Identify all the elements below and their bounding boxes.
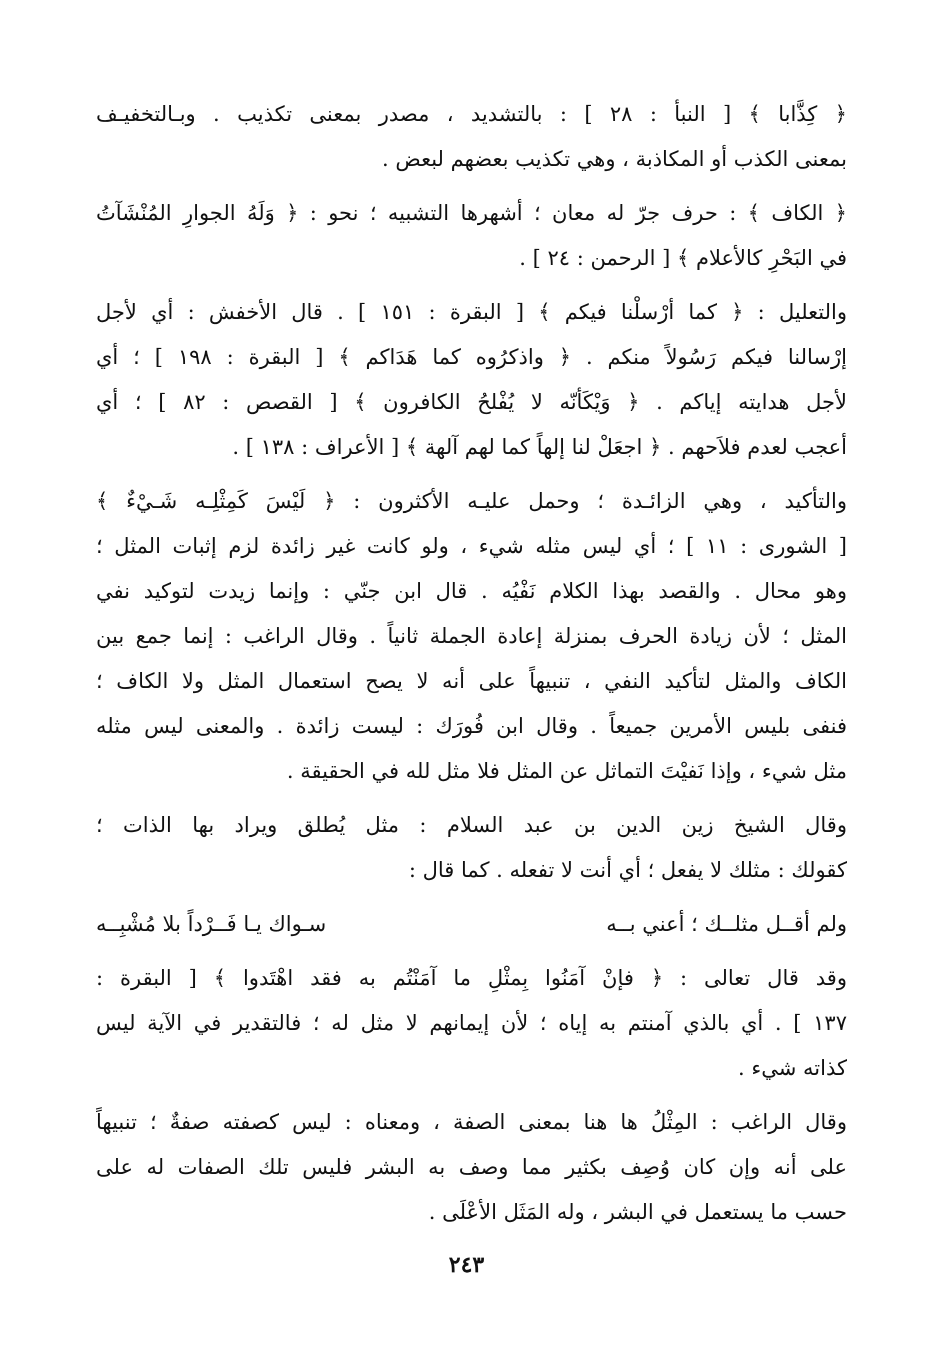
text-line: والتأكيد ، وهي الزائـدة ؛ وحمل عليـه الأكثرون : ﴿ لَيْسَ كَمِثْلِـه شَـيْءٌ ﴾ bbox=[96, 489, 847, 513]
text-line: إرْسالنا فيكم رَسُولاً منكم . ﴿ واذكرُوه كما هَدَاكم ﴾ [ البقرة : ١٩٨ ] ؛ أي bbox=[96, 345, 847, 369]
paragraph-taalil bbox=[96, 290, 847, 470]
text-line: فنفى بليس الأمرين جميعاً . وقال ابن فُورَك : ليست زائدة . والمعنى ليس مثله bbox=[96, 714, 847, 738]
text-line: والتعليل : ﴿ كما أرْسلْنا فيكم ﴾ [ البقرة : ١٥١ ] . قال الأخفش : أي لأجل bbox=[96, 300, 847, 324]
text-line: في البَحْرِ كالأعلام ﴾ [ الرحمن : ٢٤ ] . bbox=[519, 246, 847, 270]
text-line: وقال الشيخ زين الدين بن عبد السلام : مثل يُطلق ويراد بها الذات ؛ bbox=[96, 813, 847, 837]
text-line: المثل ؛ لأن زيادة الحرف بمنزلة إعادة الجملة ثانياً . وقال الراغب : إنما جمع بين bbox=[96, 624, 847, 648]
text-line: ١٣٧ ] . أي بالذي آمنتم به إياه ؛ لأن إيمانهم لا مثل له ؛ فالتقدير في الآية ليس bbox=[96, 1011, 847, 1035]
text-line: [ الشورى : ١١ ] ؛ أي ليس مثله شيء ، ولو كانت غير زائدة لزم إثبات المثل ؛ bbox=[96, 534, 847, 558]
text-line: ﴿ الكاف ﴾ : حرف جرّ له معان ؛ أشهرها التشبيه ؛ نحو : ﴿ وَلَهُ الجوارِ المُنْشَآتُ bbox=[96, 201, 847, 225]
paragraph-kaf bbox=[96, 191, 847, 281]
text-line: لأجل هدايته إياكم . ﴿ وَيْكَأنّه لا يُفْلحُ الكافرون ﴾ [ القصص : ٨٢ ] ؛ أي bbox=[96, 390, 847, 414]
paragraph-raghib-sifa bbox=[96, 1100, 847, 1235]
text-line: ﴿ كِذَّابا ﴾ [ النبأ : ٢٨ ] : بالتشديد ، مصدر بمعنى تكذيب . وبـالتخفيـف bbox=[96, 102, 847, 126]
text-line: حسب ما يستعمل في البشر ، وله المَثَل الأعْلَى . bbox=[428, 1200, 847, 1224]
poem-verse bbox=[96, 902, 847, 947]
text-line: وهو محال . والقصد بهذا الكلام نَفْيُه . قال ابن جنّي : وإنما زيدت لتوكيد نفي bbox=[96, 579, 847, 603]
text-line: كقولك : مثلك لا يفعل ؛ أي أنت لا تفعله . كما قال : bbox=[408, 858, 847, 882]
text-line: على أنه وإن كان وُصِف بكثير مما وصف به البشر فليس تلك الصفات له على bbox=[96, 1155, 847, 1179]
paragraph-baqara-137 bbox=[96, 956, 847, 1091]
text-line: وقد قال تعالى : ﴿ فإنْ آمَنُوا بِمثْلِ ما آمَنْتُم به فقد اهْتَدوا ﴾ [ البقرة : bbox=[96, 966, 847, 990]
poem-second-hemistich: سـواك يـا فَــرْداً بلا مُشْبِــه bbox=[96, 912, 327, 936]
poem-first-hemistich: ولم أقــل مثلــك ؛ أعني بــه bbox=[606, 912, 847, 936]
text-line: مثل شيء ، وإذا نَفيْتَ التماثل عن المثل فلا مثل لله في الحقيقة . bbox=[286, 759, 847, 783]
text-line: كذاته شيء . bbox=[738, 1056, 847, 1080]
text-line: وقال الراغب : المِثْلُ ها هنا بمعنى الصفة ، ومعناه : ليس كصفته صفةٌ ؛ تنبيهاً bbox=[96, 1110, 847, 1134]
paragraph-zain-al-din bbox=[96, 803, 847, 893]
text-line: الكاف والمثل لتأكيد النفي ، تنبيهاً على أنه لا يصح استعمال المثل ولا الكاف ؛ bbox=[96, 669, 847, 693]
paragraph-kidhdhaba bbox=[96, 92, 847, 182]
paragraph-takid bbox=[96, 479, 847, 794]
text-line: أعجب لعدم فلاَحهم . ﴿ اجعَلْ لنا إلهاً كما لهم آلهة ﴾ [ الأعراف : ١٣٨ ] . bbox=[232, 435, 847, 459]
text-line: بمعنى الكذب أو المكاذبة ، وهي تكذيب بعضهم لبعض . bbox=[382, 147, 847, 171]
body-text bbox=[96, 92, 847, 1235]
page-number: ٢٤٣ bbox=[448, 1252, 485, 1278]
